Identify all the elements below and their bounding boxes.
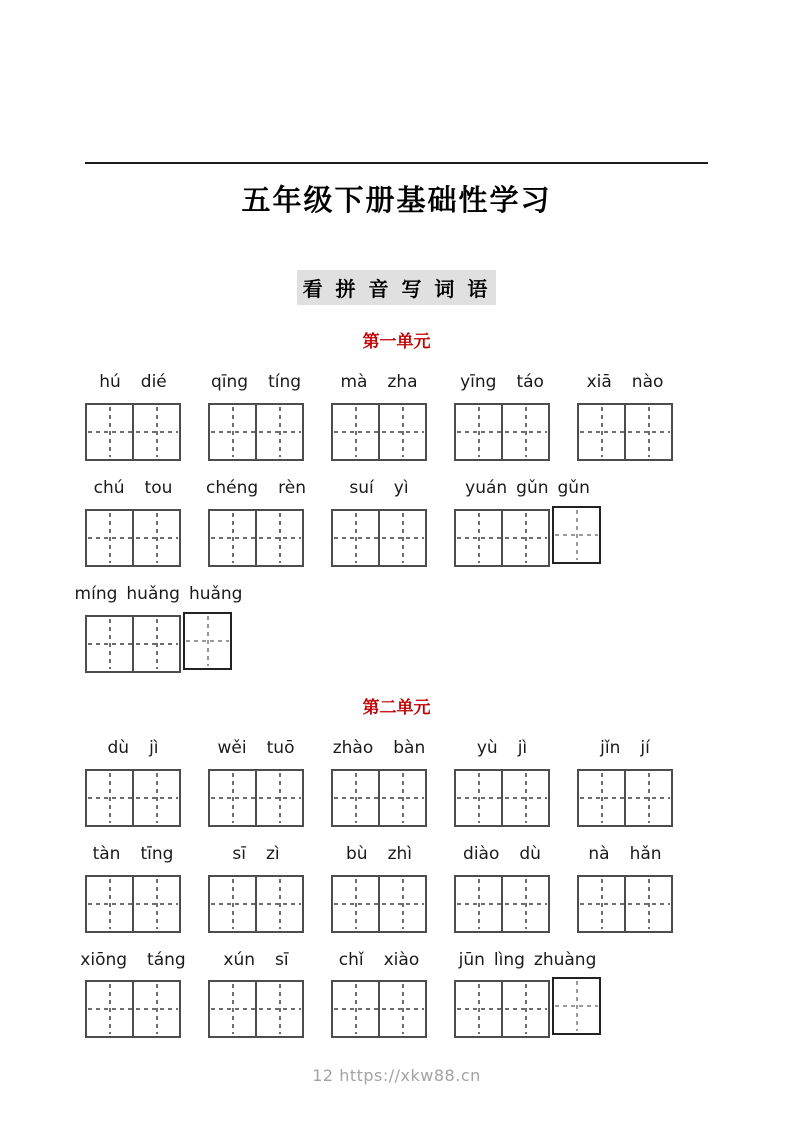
writing-cell — [333, 982, 378, 1036]
grid-row — [85, 615, 708, 673]
grid-row — [85, 403, 708, 461]
pinyin-syllable: xiào — [383, 949, 420, 970]
writing-cell — [456, 877, 501, 931]
writing-grid-group — [208, 769, 304, 827]
writing-grid — [454, 875, 550, 933]
writing-cell — [378, 982, 425, 1036]
page-content — [74, 162, 708, 1038]
pinyin-label — [577, 843, 673, 866]
pinyin-label — [208, 737, 304, 760]
pinyin-syllable: jūn — [458, 949, 485, 970]
pinyin-syllable: diào — [463, 843, 500, 864]
pinyin-syllable: dù — [107, 737, 130, 758]
pinyin-syllable: zhào — [332, 737, 374, 758]
pinyin-syllable: jì — [517, 737, 528, 758]
pinyin-row — [80, 949, 708, 972]
pinyin-syllable: mà — [340, 372, 368, 393]
pinyin-syllable: huǎng — [188, 583, 243, 604]
writing-cell — [87, 982, 132, 1036]
pinyin-syllable: tīng — [140, 843, 174, 864]
writing-grid-group — [85, 875, 181, 933]
pinyin-syllable: bù — [346, 843, 368, 864]
writing-cell — [579, 405, 624, 459]
pinyin-label — [208, 843, 304, 866]
pinyin-syllable: chú — [93, 477, 125, 498]
writing-grid — [85, 769, 181, 827]
writing-cell — [185, 614, 230, 668]
pinyin-syllable: rèn — [278, 477, 307, 498]
pinyin-label — [208, 371, 304, 394]
pinyin-syllable: xún — [223, 949, 255, 970]
pinyin-syllable: táo — [516, 372, 544, 393]
pinyin-syllable: bàn — [393, 737, 426, 758]
pinyin-syllable: wěi — [217, 737, 247, 758]
writing-cell — [624, 877, 671, 931]
subtitle-wrap — [85, 270, 708, 305]
pinyin-syllable: gǔn — [557, 477, 590, 498]
writing-cell — [456, 771, 501, 825]
pinyin-syllable: xiōng — [80, 949, 128, 970]
pinyin-label — [80, 949, 186, 972]
pinyin-syllable: yuán — [465, 477, 508, 498]
writing-cell — [87, 405, 132, 459]
pinyin-syllable: jì — [149, 737, 159, 758]
writing-grid-group — [331, 875, 427, 933]
writing-cell — [132, 511, 179, 565]
writing-cell — [87, 617, 132, 671]
writing-cell — [210, 771, 255, 825]
pinyin-label — [577, 737, 673, 760]
pinyin-label — [74, 583, 243, 606]
pinyin-syllable: táng — [147, 949, 186, 970]
pinyin-syllable: sī — [232, 843, 246, 864]
pinyin-syllable: zì — [265, 843, 280, 864]
writing-grid-extra — [552, 506, 601, 564]
writing-grid-extra — [183, 612, 232, 670]
writing-grid-group — [577, 403, 673, 461]
pinyin-label — [331, 843, 427, 866]
writing-cell — [255, 982, 302, 1036]
writing-cell — [255, 511, 302, 565]
writing-grid-group — [208, 875, 304, 933]
writing-cell — [132, 877, 179, 931]
writing-cell — [501, 771, 548, 825]
writing-cell — [333, 771, 378, 825]
writing-grid — [454, 769, 550, 827]
writing-cell — [554, 979, 599, 1033]
page-title: 五年级下册基础性学习 — [241, 183, 552, 217]
writing-cell — [210, 982, 255, 1036]
grid-row — [85, 980, 708, 1038]
pinyin-syllable: gǔn — [516, 477, 549, 498]
writing-cell — [132, 405, 179, 459]
writing-cell — [210, 405, 255, 459]
writing-grid — [208, 980, 304, 1038]
pinyin-syllable: nào — [631, 372, 664, 393]
writing-cell — [87, 511, 132, 565]
writing-cell — [554, 508, 599, 562]
writing-cell — [624, 771, 671, 825]
writing-grid-group — [85, 615, 232, 673]
pinyin-syllable: nà — [588, 843, 610, 864]
writing-grid-group — [85, 769, 181, 827]
writing-grid-group — [454, 980, 601, 1038]
writing-cell — [456, 405, 501, 459]
writing-grid-group — [577, 875, 673, 933]
writing-cell — [378, 771, 425, 825]
pinyin-syllable: suí — [349, 477, 374, 498]
writing-cell — [378, 511, 425, 565]
pinyin-label — [85, 371, 181, 394]
writing-grid — [454, 403, 550, 461]
pinyin-row — [74, 583, 708, 606]
pinyin-syllable: zhì — [387, 843, 412, 864]
page-footer: 12 https://xkw88.cn — [312, 1066, 481, 1085]
pinyin-label — [331, 949, 427, 972]
writing-cell — [255, 405, 302, 459]
pinyin-syllable: chǐ — [338, 949, 364, 970]
grid-row — [85, 769, 708, 827]
writing-cell — [333, 877, 378, 931]
pinyin-label — [331, 477, 427, 500]
writing-cell — [456, 511, 501, 565]
pinyin-label — [331, 737, 427, 760]
writing-grid — [208, 509, 304, 567]
section-title: 看 拼 音 写 词 语 — [297, 270, 497, 305]
writing-cell — [378, 877, 425, 931]
header-rule — [85, 162, 708, 164]
pinyin-syllable: lìng — [493, 949, 525, 970]
writing-grid-group — [454, 403, 550, 461]
writing-cell — [255, 771, 302, 825]
writing-grid — [331, 403, 427, 461]
pinyin-row — [85, 371, 708, 394]
writing-grid — [85, 875, 181, 933]
pinyin-row — [85, 477, 708, 500]
writing-grid — [454, 509, 550, 567]
pinyin-syllable: sī — [275, 949, 289, 970]
pinyin-syllable: dù — [519, 843, 541, 864]
pinyin-syllable: míng — [74, 583, 118, 604]
pinyin-row — [85, 843, 708, 866]
pinyin-syllable: tàn — [92, 843, 121, 864]
writing-grid-group — [85, 509, 181, 567]
grid-row — [85, 509, 708, 567]
pinyin-syllable: xiā — [586, 372, 612, 393]
writing-grid — [85, 980, 181, 1038]
writing-grid — [85, 509, 181, 567]
writing-grid — [331, 875, 427, 933]
writing-cell — [132, 771, 179, 825]
writing-grid-group — [331, 980, 427, 1038]
grid-row — [85, 875, 708, 933]
writing-grid-group — [454, 769, 550, 827]
pinyin-label — [454, 477, 601, 500]
pinyin-syllable: tuō — [266, 737, 295, 758]
writing-cell — [255, 877, 302, 931]
writing-grid — [454, 980, 550, 1038]
pinyin-label — [85, 477, 181, 500]
writing-grid — [577, 875, 673, 933]
writing-cell — [87, 877, 132, 931]
pinyin-label — [331, 371, 427, 394]
writing-cell — [456, 982, 501, 1036]
writing-grid — [331, 769, 427, 827]
pinyin-label — [454, 949, 601, 972]
writing-grid-extra — [552, 977, 601, 1035]
writing-grid-group — [85, 980, 181, 1038]
writing-grid — [85, 615, 181, 673]
writing-grid — [208, 769, 304, 827]
pinyin-syllable: jǐn — [600, 737, 621, 758]
writing-grid — [208, 875, 304, 933]
pinyin-label — [454, 371, 550, 394]
units-container — [74, 331, 708, 1038]
writing-grid-group — [577, 769, 673, 827]
writing-cell — [132, 982, 179, 1036]
writing-grid — [577, 769, 673, 827]
writing-grid — [331, 509, 427, 567]
pinyin-label — [206, 477, 307, 500]
writing-cell — [87, 771, 132, 825]
pinyin-syllable: yīng — [460, 372, 497, 393]
unit-heading: 第一单元 — [362, 332, 431, 353]
writing-grid-group — [331, 509, 427, 567]
writing-grid — [208, 403, 304, 461]
writing-cell — [624, 405, 671, 459]
pinyin-syllable: tou — [144, 477, 173, 498]
writing-cell — [333, 511, 378, 565]
pinyin-syllable: dié — [140, 372, 167, 393]
writing-grid-group — [208, 980, 304, 1038]
writing-grid-group — [331, 403, 427, 461]
writing-grid-group — [454, 875, 550, 933]
pinyin-label — [85, 843, 181, 866]
pinyin-syllable: chéng — [206, 477, 259, 498]
writing-cell — [378, 405, 425, 459]
writing-grid — [577, 403, 673, 461]
unit-heading: 第二单元 — [362, 697, 431, 718]
writing-cell — [501, 405, 548, 459]
pinyin-syllable: zhuàng — [533, 949, 597, 970]
pinyin-syllable: jí — [640, 737, 650, 758]
writing-cell — [333, 405, 378, 459]
pinyin-row — [85, 737, 708, 760]
writing-cell — [210, 877, 255, 931]
writing-cell — [501, 982, 548, 1036]
writing-grid-group — [208, 509, 304, 567]
writing-cell — [579, 877, 624, 931]
writing-grid-group — [331, 769, 427, 827]
writing-grid-group — [85, 403, 181, 461]
writing-cell — [210, 511, 255, 565]
pinyin-syllable: huǎng — [126, 583, 180, 604]
writing-cell — [501, 877, 548, 931]
pinyin-syllable: hǎn — [629, 843, 662, 864]
writing-cell — [501, 511, 548, 565]
pinyin-label — [454, 737, 550, 760]
writing-grid-group — [208, 403, 304, 461]
pinyin-syllable: zha — [387, 372, 418, 393]
pinyin-syllable: tíng — [268, 372, 302, 393]
pinyin-label — [85, 737, 181, 760]
writing-cell — [579, 771, 624, 825]
pinyin-label — [454, 843, 550, 866]
writing-grid — [331, 980, 427, 1038]
writing-cell — [132, 617, 179, 671]
pinyin-syllable: yù — [476, 737, 498, 758]
pinyin-label — [208, 949, 304, 972]
pinyin-syllable: yì — [393, 477, 409, 498]
pinyin-syllable: hú — [99, 372, 121, 393]
writing-grid-group — [454, 509, 601, 567]
pinyin-syllable: qīng — [210, 372, 249, 393]
pinyin-label — [577, 371, 673, 394]
writing-grid — [85, 403, 181, 461]
